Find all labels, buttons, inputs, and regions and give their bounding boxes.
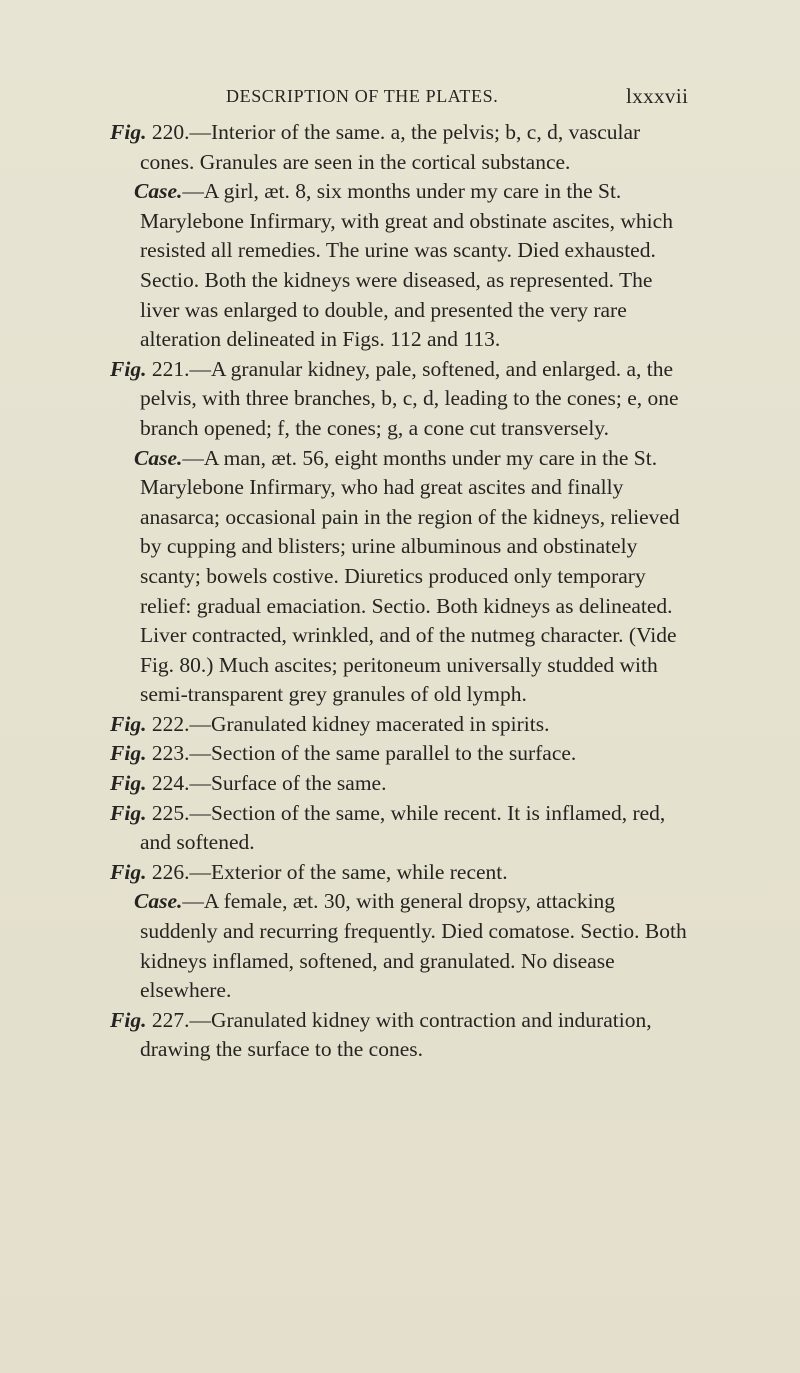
entry-case-2 bbox=[110, 444, 690, 710]
entry-fig-220 bbox=[110, 118, 690, 177]
entry-text: —Granulated kidney with contraction and induration, drawing the surface to the cones. bbox=[140, 1007, 652, 1062]
entry-fig-227 bbox=[110, 1006, 690, 1065]
entry-fig-221 bbox=[110, 355, 690, 444]
entry-number: 226. bbox=[151, 859, 190, 884]
entry-fig-222 bbox=[110, 710, 690, 740]
entry-text: —A female, æt. 30, with general dropsy, attacking suddenly and recurring frequently. Died comatose. Sectio. Both kidneys inflamed, softened, and granulated. No disease elsewhere. bbox=[140, 889, 687, 1003]
entry-text: —Section of the same, while recent. It is inflamed, red, and softened. bbox=[140, 800, 666, 855]
entry-fig-225 bbox=[110, 799, 690, 858]
entry-text: —A granular kidney, pale, softened, and enlarged. a, the pelvis, with three branches, b, c, d, leading to the cones; e, one branch opened; f, the cones; g, a cone cut transversely. bbox=[140, 356, 679, 440]
entry-label: Fig. bbox=[110, 120, 147, 144]
entry-fig-224 bbox=[110, 769, 690, 799]
entry-label: Case. bbox=[134, 889, 183, 914]
entry-fig-223 bbox=[110, 739, 690, 769]
entry-label: Fig. bbox=[110, 859, 147, 884]
entry-text: —Section of the same parallel to the surface. bbox=[189, 741, 577, 766]
entry-fig-226 bbox=[110, 858, 690, 888]
page-number: lxxxvii bbox=[626, 84, 689, 108]
entry-text: —Granulated kidney macerated in spirits. bbox=[189, 711, 550, 736]
entry-text: —A man, æt. 56, eight months under my care in the St. Marylebone Infirmary, who had great ascites and finally anasarca; occasional pain in the region of the kidneys, relieved by cupping and blisters; urine albuminous and obstinately scanty; bowels costive. Diuretics produced only temporary relief: gradual emaciation. Sectio. Both kidneys as delineated. Liver contracted, wrinkled, and of the nutmeg character. (Vide Fig. 80.) Much ascites; peritoneum universally studded with semi-transparent grey granules of old lymph. bbox=[140, 445, 680, 707]
entry-number: 223. bbox=[151, 741, 190, 766]
entry-text: —Surface of the same. bbox=[189, 771, 387, 796]
header-title: DESCRIPTION OF THE PLATES. bbox=[226, 86, 499, 106]
entry-label: Fig. bbox=[110, 771, 147, 796]
entry-number: 227. bbox=[151, 1007, 190, 1032]
entry-number: 221. bbox=[151, 356, 190, 381]
entry-label: Case. bbox=[134, 445, 183, 470]
entry-number: 220. bbox=[151, 120, 190, 144]
entry-text: —A girl, æt. 8, six months under my care in the St. Marylebone Infirmary, with great and obstinate ascites, which resisted all remedies. The urine was scanty. Died exhausted. Sectio. Both the kidneys were diseased, as represented. The liver was enlarged to double, and presented the very rare alteration delineated in Figs. 112 and 113. bbox=[140, 179, 673, 352]
entry-case-3 bbox=[110, 887, 690, 1005]
entry-label: Case. bbox=[134, 179, 183, 204]
entry-number: 225. bbox=[151, 800, 190, 825]
entry-number: 222. bbox=[151, 711, 190, 736]
entry-text: —Exterior of the same, while recent. bbox=[189, 859, 508, 884]
running-header bbox=[226, 86, 786, 114]
plate-descriptions bbox=[110, 118, 690, 1065]
entry-label: Fig. bbox=[110, 711, 147, 736]
entry-label: Fig. bbox=[110, 356, 147, 381]
entry-case-1 bbox=[110, 177, 690, 355]
entry-label: Fig. bbox=[110, 741, 147, 766]
entry-text: —Interior of the same. a, the pelvis; b, c, d, vascular cones. Granules are seen in the cortical substance. bbox=[140, 120, 641, 174]
entry-number: 224. bbox=[151, 771, 190, 796]
entry-label: Fig. bbox=[110, 800, 147, 825]
entry-label: Fig. bbox=[110, 1007, 147, 1032]
